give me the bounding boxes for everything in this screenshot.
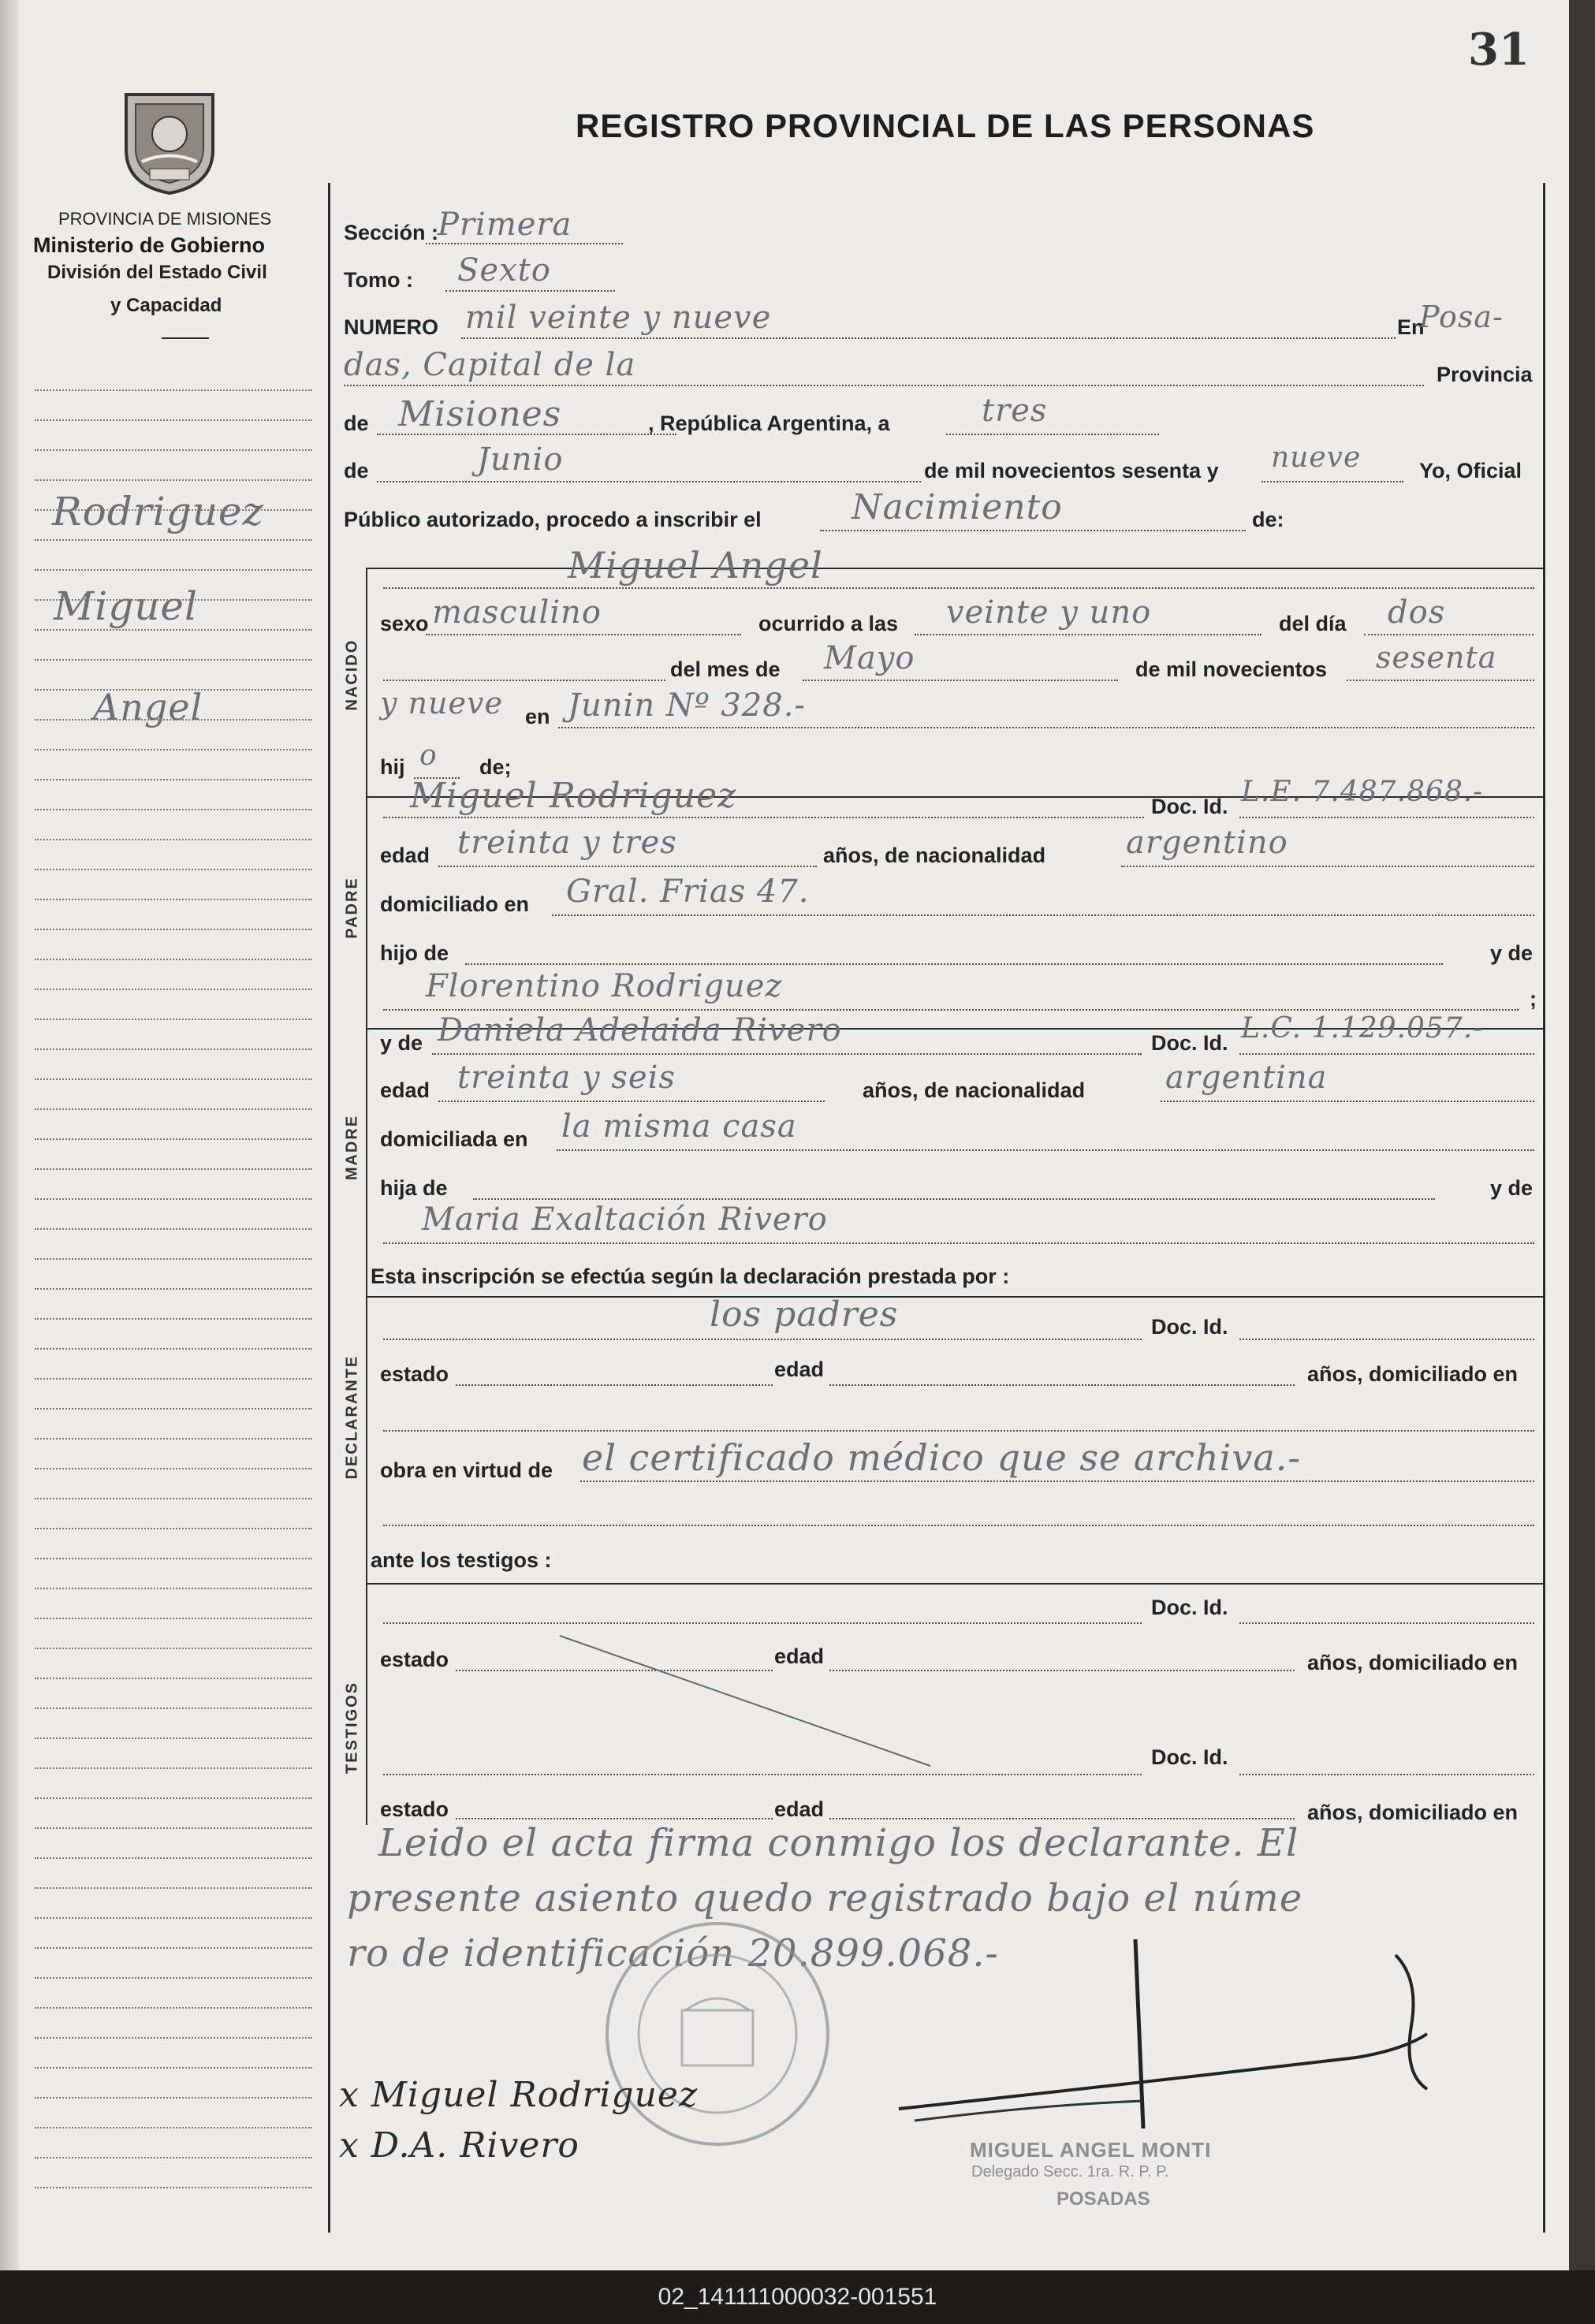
declarante-doc-line	[1239, 1339, 1534, 1340]
margin-ruled-line	[35, 1827, 312, 1829]
testigo2-edad-line	[829, 1818, 1295, 1819]
testigos-top-rule	[366, 1583, 1543, 1585]
mes-nac-line	[803, 680, 1118, 681]
testigo1-doc-label: Doc. Id.	[1151, 1596, 1228, 1619]
margin-ruled-line	[35, 2007, 312, 2009]
madre-nac-line	[1161, 1101, 1534, 1102]
madre-hija-line	[473, 1198, 1435, 1200]
margin-ruled-line	[35, 599, 312, 601]
sexo-label: sexo	[380, 612, 429, 635]
stamp-name: MIGUEL ANGEL MONTI	[970, 2138, 1212, 2162]
mes-value: Junio	[477, 441, 564, 478]
margin-ruled-line	[35, 2127, 312, 2128]
ciudad-line	[344, 385, 1424, 386]
madre-y-de-label: y de	[380, 1031, 423, 1055]
testigo2-doc-label: Doc. Id.	[1151, 1745, 1228, 1769]
margin-ruled-line	[35, 479, 312, 481]
obra-line	[580, 1480, 1534, 1482]
stamp-city: POSADAS	[1057, 2188, 1150, 2210]
dia-nac-line	[1364, 634, 1534, 635]
ano-line	[1261, 481, 1403, 482]
de-colon-label: de:	[1252, 508, 1284, 531]
lugar-value: Junin Nº 328.-	[568, 687, 806, 724]
padre-abuelos-line	[383, 1009, 1519, 1011]
margin-ruled-line	[35, 1228, 312, 1230]
margin-ruled-line	[35, 2067, 312, 2069]
margin-ruled-line	[35, 1498, 312, 1499]
padre-hijo-label: hijo de	[380, 941, 449, 965]
note-line-1: Leido el acta firma conmigo los declarante. El	[378, 1821, 1299, 1865]
testigo2-anos-label: años, domiciliado en	[1307, 1801, 1519, 1824]
madre-doc-value: L.C. 1.129.057.-	[1241, 1012, 1484, 1045]
margin-ruled-line	[35, 1048, 312, 1050]
margin-ruled-line	[35, 1947, 312, 1949]
acto-value: Nacimiento	[852, 487, 1063, 527]
document-id-footer: 02_141111000032-001551	[0, 2270, 1595, 2324]
obra-label: obra en virtud de	[380, 1458, 553, 1482]
margin-ruled-line	[35, 539, 312, 541]
madre-hija-label: hija de	[380, 1176, 448, 1200]
testigo1-anos-label: años, domiciliado en	[1307, 1651, 1519, 1674]
padre-doc-label: Doc. Id.	[1151, 795, 1228, 818]
madre-nac-value: argentina	[1165, 1060, 1328, 1096]
en-label: En	[1397, 315, 1425, 339]
padre-title: PADRE	[343, 877, 361, 939]
mes-line	[377, 481, 921, 482]
margin-ruled-line	[35, 2187, 312, 2188]
declarante-dom-line	[383, 1430, 1534, 1432]
testigo1-estado-label: estado	[380, 1648, 449, 1671]
margin-ruled-line	[35, 659, 312, 661]
right-border	[1543, 183, 1545, 2233]
madre-edad-value: treinta y seis	[457, 1060, 676, 1096]
margin-ruled-line	[35, 1438, 312, 1439]
testigo1-edad-label: edad	[774, 1644, 825, 1668]
declarante-anos-label: años, domiciliado en	[1307, 1362, 1519, 1386]
padre-nombre-value: Miguel Rodriguez	[410, 776, 737, 816]
margin-ruled-line	[35, 2097, 312, 2099]
declarante-line	[383, 1339, 1142, 1340]
margin-ruled-line	[35, 2037, 312, 2039]
madre-dom-value: la misma casa	[561, 1108, 797, 1145]
margin-ruled-line	[35, 1019, 312, 1020]
testigo1-doc-line	[1239, 1622, 1534, 1624]
margin-ruled-line	[35, 419, 312, 421]
testigo2-line	[383, 1774, 1142, 1775]
padre-doc-value: L.E. 7.487.868.-	[1241, 776, 1484, 808]
testigos-strike-line	[552, 1632, 946, 1774]
ano-value: nueve	[1271, 441, 1362, 474]
declarante-doc-label: Doc. Id.	[1151, 1315, 1228, 1339]
en-lugar-label: en	[525, 705, 550, 728]
margin-ruled-line	[35, 1588, 312, 1589]
margin-ruled-line	[35, 929, 312, 930]
ano-nac-value-2: y nueve	[380, 686, 503, 721]
margin-ruled-line	[35, 569, 312, 571]
obra-line-2	[383, 1525, 1534, 1526]
declarante-edad-line	[829, 1384, 1295, 1386]
margin-ruled-line	[35, 719, 312, 721]
testigo2-edad-label: edad	[774, 1797, 825, 1821]
madre-y-de-2-label: y de	[1490, 1176, 1534, 1200]
madre-dom-line	[557, 1149, 1534, 1151]
numero-line	[461, 337, 1396, 339]
declarante-top-rule	[366, 1296, 1543, 1298]
margin-ruled-line	[35, 1288, 312, 1290]
seccion-value: Primera	[438, 207, 572, 243]
tomo-line	[445, 290, 615, 292]
note-line-2: presente asiento quedo registrado bajo el núme	[347, 1876, 1303, 1920]
margin-ruled-line	[35, 1767, 312, 1769]
page-title: REGISTRO PROVINCIAL DE LAS PERSONAS	[576, 107, 1315, 144]
margin-ruled-line	[35, 1797, 312, 1799]
margin-ruled-line	[35, 1977, 312, 1979]
margin-ruled-line	[35, 629, 312, 631]
padre-nombre-line	[383, 817, 1144, 818]
margin-ruled-line	[35, 1378, 312, 1380]
de-mil-nov-label: de mil novecientos	[1135, 657, 1328, 681]
official-round-stamp-icon	[599, 1916, 836, 2152]
madre-abuelos-line	[383, 1242, 1534, 1244]
margin-ruled-line	[35, 1648, 312, 1649]
dia-value: tres	[982, 393, 1048, 429]
numero-value: mil veinte y nueve	[465, 300, 772, 336]
margin-divider	[328, 183, 330, 2233]
section-border	[366, 568, 367, 1825]
declarante-title: DECLARANTE	[343, 1354, 361, 1480]
margin-ruled-line	[35, 959, 312, 960]
margin-ruled-line	[35, 809, 312, 810]
nombre-value: Miguel Angel	[568, 544, 823, 587]
seccion-label: Sección :	[344, 221, 439, 244]
padre-nac-line	[1121, 866, 1534, 867]
padre-y-de-label: y de	[1490, 941, 1534, 965]
mes-nac-value: Mayo	[824, 640, 915, 676]
ano-nac-line	[1347, 680, 1534, 681]
nombre-line	[383, 587, 1534, 589]
inscripcion-label: Esta inscripción se efectúa según la declaración prestada por :	[371, 1264, 1010, 1288]
madre-dom-label: domiciliada en	[380, 1127, 528, 1151]
provincia-value: Misiones	[398, 394, 562, 434]
margin-ruled-line	[35, 689, 312, 691]
margin-ruled-line	[35, 1108, 312, 1110]
republica-label: , República Argentina, a	[648, 412, 890, 435]
padre-edad-label: edad	[380, 844, 430, 867]
madre-nombre-value: Daniela Adelaida Rivero	[438, 1012, 842, 1048]
en-city-part: Posa-	[1419, 300, 1504, 334]
margin-ruled-line	[35, 1198, 312, 1200]
margin-ruled-line	[35, 389, 312, 391]
de-label-1: de	[344, 412, 369, 435]
ocurrido-label: ocurrido a las	[758, 612, 899, 635]
margin-surname: Rodriguez	[52, 489, 264, 534]
testigo1-line	[383, 1622, 1142, 1624]
margin-ruled-line	[35, 1078, 312, 1080]
nacido-title: NACIDO	[343, 639, 361, 711]
lugar-line	[558, 727, 1534, 728]
padre-dom-label: domiciliado en	[380, 892, 530, 916]
publico-label: Público autorizado, procedo a inscribir el	[344, 508, 762, 531]
dia-nac-cont-line	[383, 680, 665, 681]
provincial-seal-icon	[118, 87, 221, 197]
margin-ruled-line	[35, 1138, 312, 1140]
hij-label: hij	[380, 755, 405, 779]
provincia-label: Provincia	[1437, 363, 1533, 386]
margin-middlename: Angel	[93, 686, 203, 728]
stamp-role: Delegado Secc. 1ra. R. P. P.	[971, 2163, 1169, 2181]
sexo-line	[426, 634, 741, 635]
declarante-estado-label: estado	[380, 1362, 449, 1386]
issuer-line-2: Ministerio de Gobierno	[33, 233, 266, 257]
padre-edad-value: treinta y tres	[457, 825, 677, 861]
margin-ruled-line	[35, 1558, 312, 1559]
padre-edad-line	[438, 866, 817, 867]
padre-nac-value: argentino	[1126, 825, 1288, 861]
testigo2-estado-label: estado	[380, 1797, 449, 1821]
testigo2-estado-line	[456, 1818, 773, 1819]
del-mes-label: del mes de	[670, 657, 781, 681]
tomo-value: Sexto	[457, 252, 551, 289]
margin-ruled-line	[35, 449, 312, 451]
margin-ruled-line	[35, 509, 312, 511]
margin-ruled-line	[35, 1857, 312, 1859]
acto-line	[820, 530, 1246, 531]
margin-ruled-line	[35, 779, 312, 780]
margin-ruled-line	[35, 869, 312, 870]
declarante-estado-line	[456, 1384, 773, 1386]
declarante-edad-label: edad	[774, 1358, 825, 1381]
margin-ruled-line	[35, 989, 312, 990]
page-number: 31	[1468, 24, 1530, 76]
ante-testigos-label: ante los testigos :	[371, 1548, 552, 1572]
margin-ruled-line	[35, 1618, 312, 1619]
yo-oficial-label: Yo, Oficial	[1419, 459, 1522, 482]
hij-value: o	[419, 739, 438, 772]
seccion-line	[426, 243, 623, 244]
nacido-top-rule	[366, 568, 1543, 569]
madre-abuela-value: Maria Exaltación Rivero	[422, 1201, 828, 1238]
dia-line	[946, 434, 1159, 435]
tomo-label: Tomo :	[344, 268, 413, 292]
issuer-line-4: y Capacidad	[110, 295, 222, 316]
margin-ruled-line	[35, 1348, 312, 1350]
margin-ruled-line	[35, 1168, 312, 1170]
padre-semicolon: ;	[1530, 987, 1537, 1011]
signature-mother: x D.A. Rivero	[339, 2125, 579, 2166]
numero-label: NUMERO	[344, 315, 438, 339]
madre-edad-line	[438, 1101, 825, 1102]
madre-nac-label: años, de nacionalidad	[863, 1078, 1086, 1102]
padre-abuelo-value: Florentino Rodriguez	[426, 968, 783, 1004]
de-mil-label: de mil novecientos sesenta y	[924, 459, 1219, 482]
de-label-2: de	[344, 459, 369, 482]
margin-ruled-line	[35, 1737, 312, 1739]
sexo-value: masculino	[432, 594, 602, 631]
margin-ruled-line	[35, 1408, 312, 1410]
margin-ruled-line	[35, 1258, 312, 1260]
margin-ruled-line	[35, 839, 312, 840]
issuer-underline	[162, 337, 209, 339]
margin-ruled-line	[35, 2157, 312, 2158]
padre-nac-label: años, de nacionalidad	[823, 844, 1046, 867]
padre-dom-value: Gral. Frias 47.	[566, 873, 810, 910]
obra-value: el certificado médico que se archiva.-	[582, 1436, 1301, 1479]
madre-nombre-line	[432, 1053, 1142, 1055]
madre-title: MADRE	[343, 1114, 361, 1181]
official-signature-icon	[883, 1931, 1451, 2144]
madre-doc-line	[1239, 1053, 1534, 1055]
note-line-3: ro de identificación 20.899.068.-	[347, 1931, 999, 1976]
dia-nac-value: dos	[1388, 594, 1446, 631]
issuer-line-1: PROVINCIA DE MISIONES	[58, 209, 272, 229]
ciudad-value: das, Capital de la	[344, 347, 636, 383]
margin-ruled-line	[35, 1318, 312, 1320]
testigo2-doc-line	[1239, 1774, 1534, 1775]
margin-ruled-line	[35, 1887, 312, 1889]
hora-value: veinte y uno	[946, 594, 1152, 631]
margin-ruled-line	[35, 1678, 312, 1679]
issuer-line-3: División del Estado Civil	[47, 262, 267, 283]
margin-ruled-line	[35, 749, 312, 750]
declarante-value: los padres	[710, 1294, 899, 1335]
page-binding	[0, 0, 19, 2270]
hij-de-label: de;	[479, 755, 512, 779]
margin-ruled-line	[35, 1528, 312, 1529]
testigos-title: TESTIGOS	[343, 1681, 361, 1775]
hora-line	[915, 634, 1261, 635]
madre-edad-label: edad	[380, 1078, 430, 1102]
padre-dom-line	[552, 914, 1534, 916]
signature-father: x Miguel Rodriguez	[339, 2075, 699, 2115]
margin-ruled-line	[35, 1917, 312, 1919]
madre-doc-label: Doc. Id.	[1151, 1031, 1228, 1055]
margin-firstname: Miguel	[54, 583, 198, 629]
padre-doc-line	[1239, 817, 1534, 818]
margin-ruled-line	[35, 899, 312, 900]
padre-hijo-line	[465, 963, 1443, 965]
margin-ruled-line	[35, 1708, 312, 1709]
del-dia-label: del día	[1279, 612, 1347, 635]
ano-nac-value-1: sesenta	[1376, 640, 1497, 675]
margin-ruled-line	[35, 1468, 312, 1469]
